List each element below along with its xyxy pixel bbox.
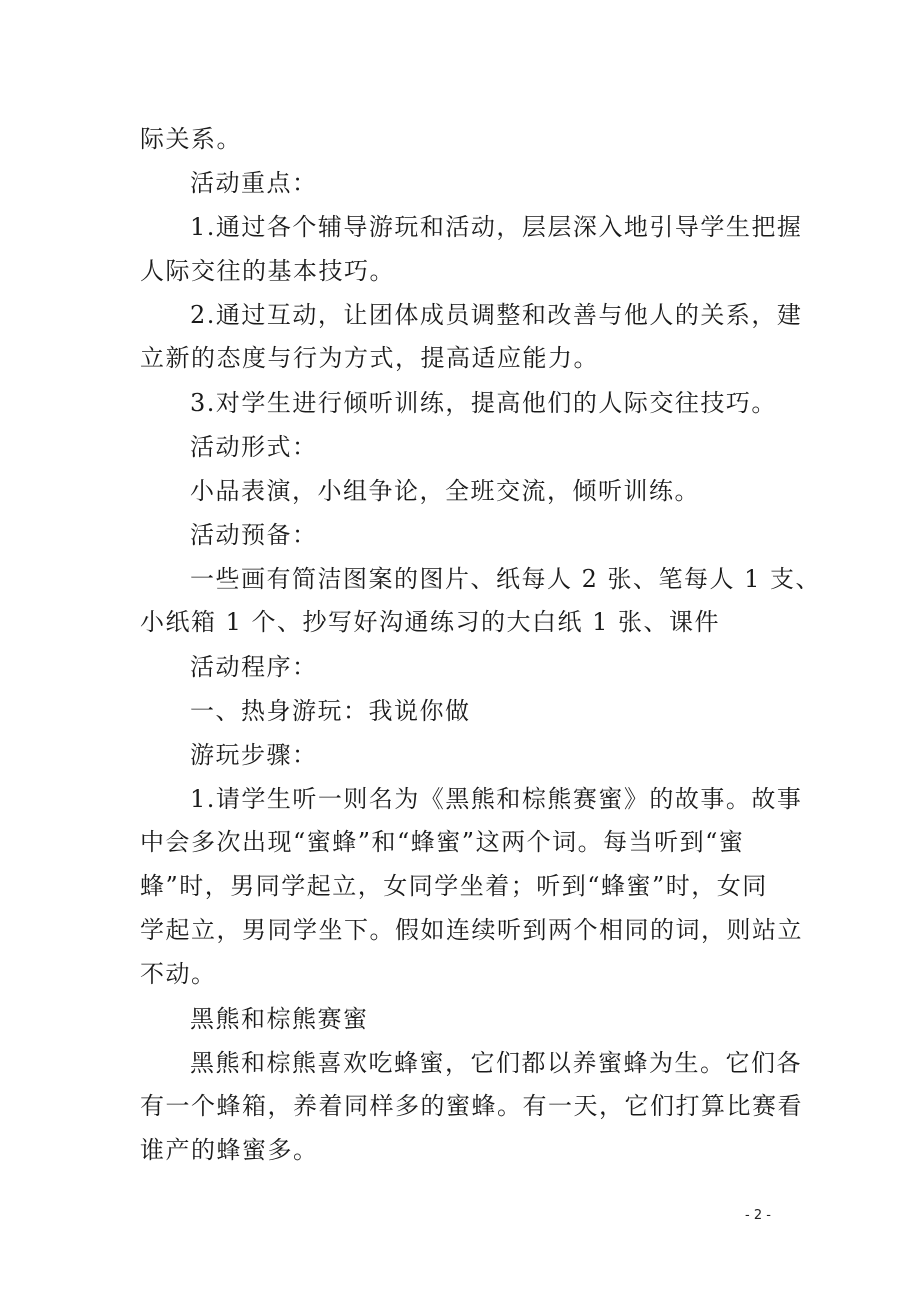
text-line: 有一个蜂箱，养着同样多的蜜蜂。有一天，它们打算比赛看 <box>140 1092 803 1120</box>
text-line: 1.通过各个辅导游玩和活动，层层深入地引导学生把握 <box>190 213 803 241</box>
section-heading: 游玩步骤： <box>190 741 318 769</box>
text-line: 中会多次出现“蜜蜂”和“蜂蜜”这两个词。每当听到“蜜 <box>140 828 745 856</box>
text-line: 学起立，男同学坐下。假如连续听到两个相同的词，则站立 <box>140 916 803 944</box>
text-line: 一、热身游玩：我说你做 <box>190 697 471 725</box>
section-heading: 活动形式： <box>190 433 318 461</box>
text-line: 立新的态度与行为方式，提高适应能力。 <box>140 344 599 372</box>
page-number: - 2 - <box>745 1208 771 1223</box>
text-line: 不动。 <box>140 960 217 988</box>
text-line: 谁产的蜂蜜多。 <box>140 1136 319 1164</box>
text-line: 蜂”时，男同学起立，女同学坐着；听到“蜂蜜”时，女同 <box>140 872 768 900</box>
text-line: 2.通过互动，让团体成员调整和改善与他人的关系，建 <box>190 301 803 329</box>
text-line: 一些画有简洁图案的图片、纸每人 2 张、笔每人 1 支、 <box>190 565 822 593</box>
text-line: 小品表演，小组争论，全班交流，倾听训练。 <box>190 477 700 505</box>
section-heading: 活动程序： <box>190 653 318 681</box>
text-line: 小纸箱 1 个、抄写好沟通练习的大白纸 1 张、课件 <box>140 608 721 636</box>
story-title: 黑熊和棕熊赛蜜 <box>190 1005 369 1033</box>
section-heading: 活动预备： <box>190 521 318 549</box>
text-line: 1.请学生听一则名为《黑熊和棕熊赛蜜》的故事。故事 <box>190 785 803 813</box>
text-line: 3.对学生进行倾听训练，提高他们的人际交往技巧。 <box>190 389 777 417</box>
text-line: 黑熊和棕熊喜欢吃蜂蜜，它们都以养蜜蜂为生。它们各 <box>190 1049 802 1077</box>
text-line: 际关系。 <box>140 125 242 153</box>
text-line: 人际交往的基本技巧。 <box>140 257 395 285</box>
section-heading: 活动重点： <box>190 169 318 197</box>
